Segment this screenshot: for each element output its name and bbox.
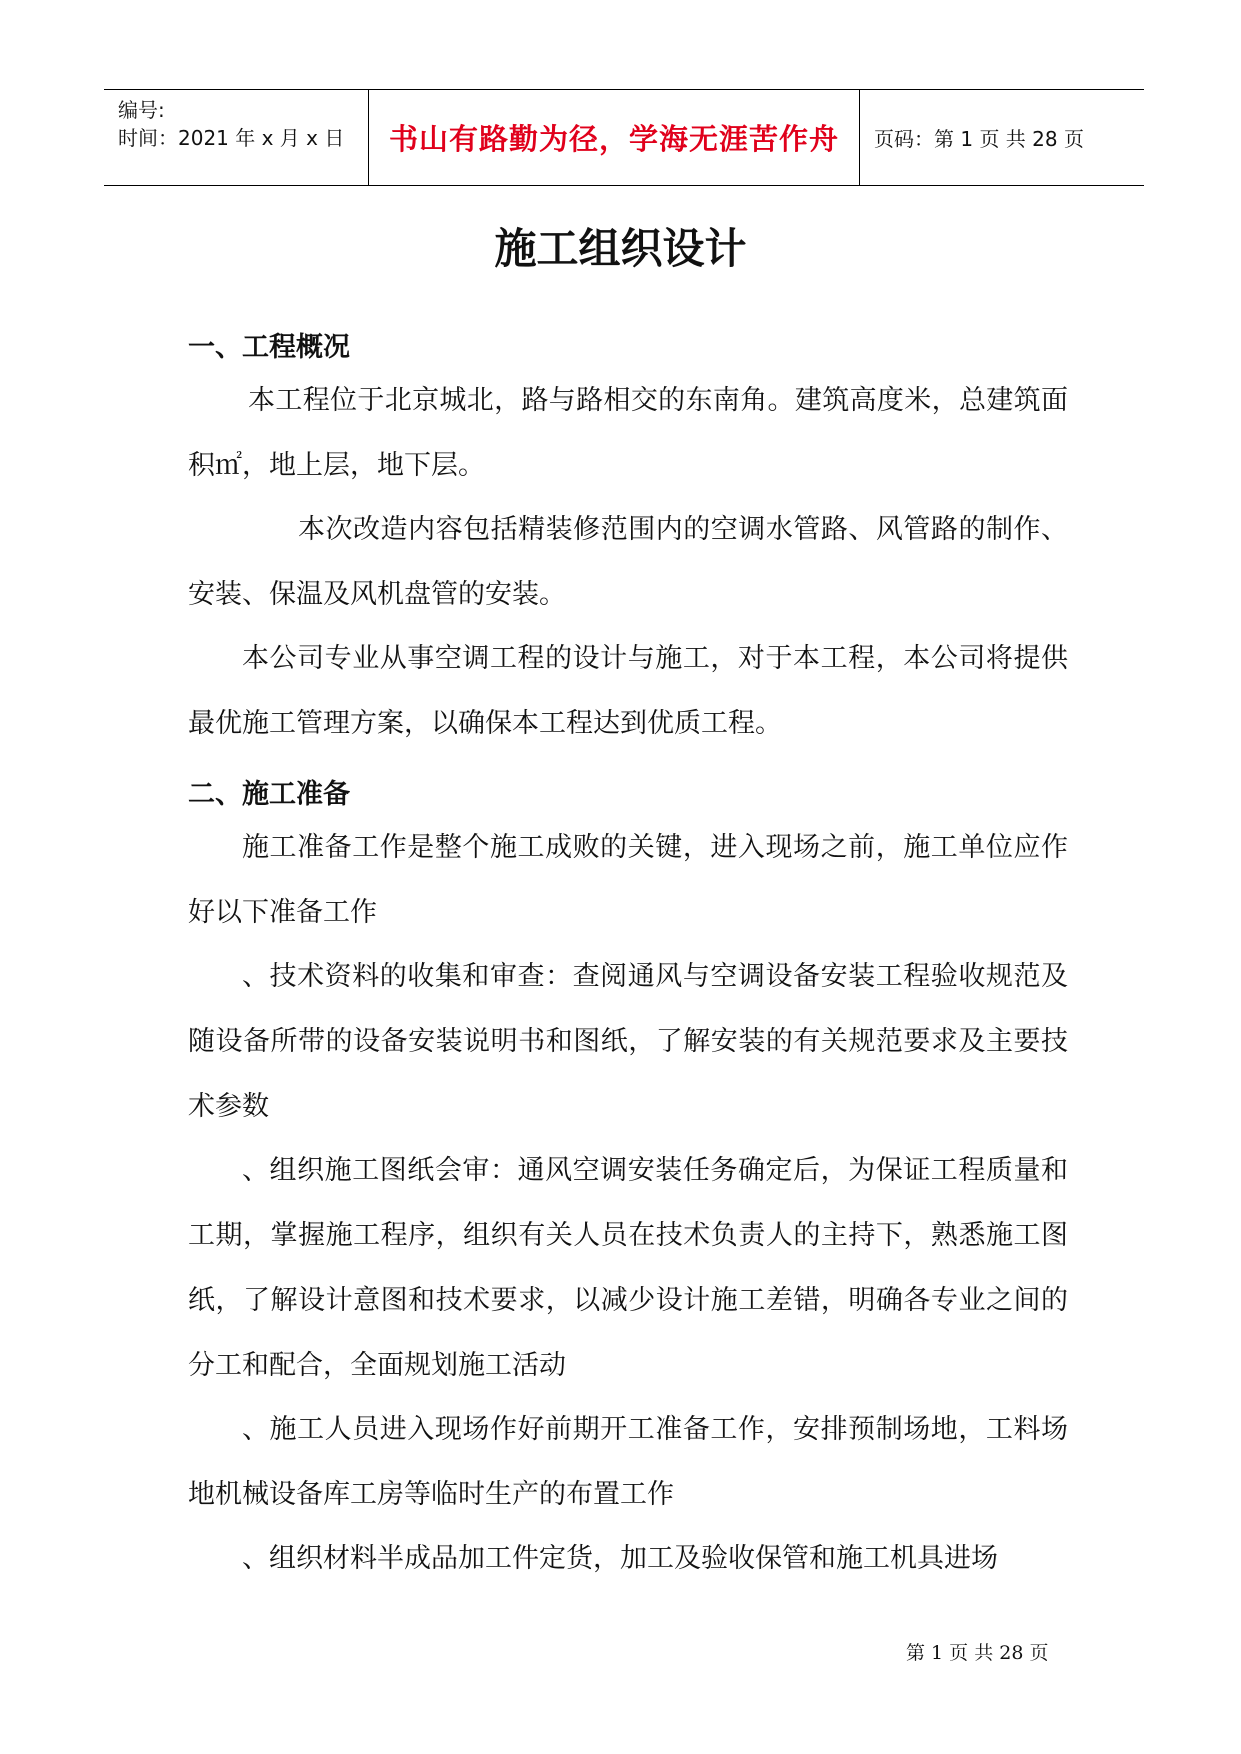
header-page-info: 页码：第 1 页 共 28 页	[874, 127, 1084, 151]
paragraph-preparation-4: 、施工人员进入现场作好前期开工准备工作，安排预制场地，工料场地机械设备库工房等临时生产的布置工作	[188, 1414, 1068, 1510]
paragraph-preparation-2: 、技术资料的收集和审查：查阅通风与空调设备安装工程验收规范及随设备所带的设备安装说明书和图纸，了解安装的有关规范要求及主要技术参数	[188, 961, 1068, 1122]
paragraph-preparation-1: 施工准备工作是整个施工成败的关键，进入现场之前，施工单位应作好以下准备工作	[188, 832, 1068, 928]
page-footer: 第 1 页 共 28 页	[906, 1642, 1049, 1664]
paragraph-preparation-3: 、组织施工图纸会审：通风空调安装任务确定后，为保证工程质量和工期，掌握施工程序，组织有关人员在技术负责人的主持下，熟悉施工图纸，了解设计意图和技术要求，以减少设计施工差错，明确各专业之间的分工和配合，全面规划施工活动	[188, 1155, 1068, 1381]
date-label: 时间：2021 年 x 月 x 日	[118, 126, 345, 150]
section-heading-overview: 一、工程概况	[188, 332, 350, 363]
number-label: 编号:	[118, 98, 165, 122]
document-header	[104, 89, 1144, 186]
header-motto: 书山有路勤为径，学海无涯苦作舟	[388, 122, 839, 156]
paragraph-preparation-5: 、组织材料半成品加工件定货，加工及验收保管和施工机具进场	[242, 1543, 998, 1574]
paragraph-overview-2: 本次改造内容包括精装修范围内的空调水管路、风管路的制作、安装、保温及风机盘管的安装。	[188, 514, 1068, 610]
document-title: 施工组织设计	[494, 224, 747, 273]
header-motto-cell	[369, 90, 860, 185]
paragraph-overview-3: 本公司专业从事空调工程的设计与施工，对于本工程，本公司将提供最优施工管理方案，以确保本工程达到优质工程。	[188, 643, 1068, 739]
header-page-cell	[860, 90, 1144, 185]
paragraph-overview-1: 本工程位于北京城北，路与路相交的东南角。建筑高度米，总建筑面积㎡，地上层，地下层。	[188, 385, 1068, 481]
header-meta-cell	[104, 90, 369, 185]
section-heading-preparation: 二、施工准备	[188, 779, 350, 810]
